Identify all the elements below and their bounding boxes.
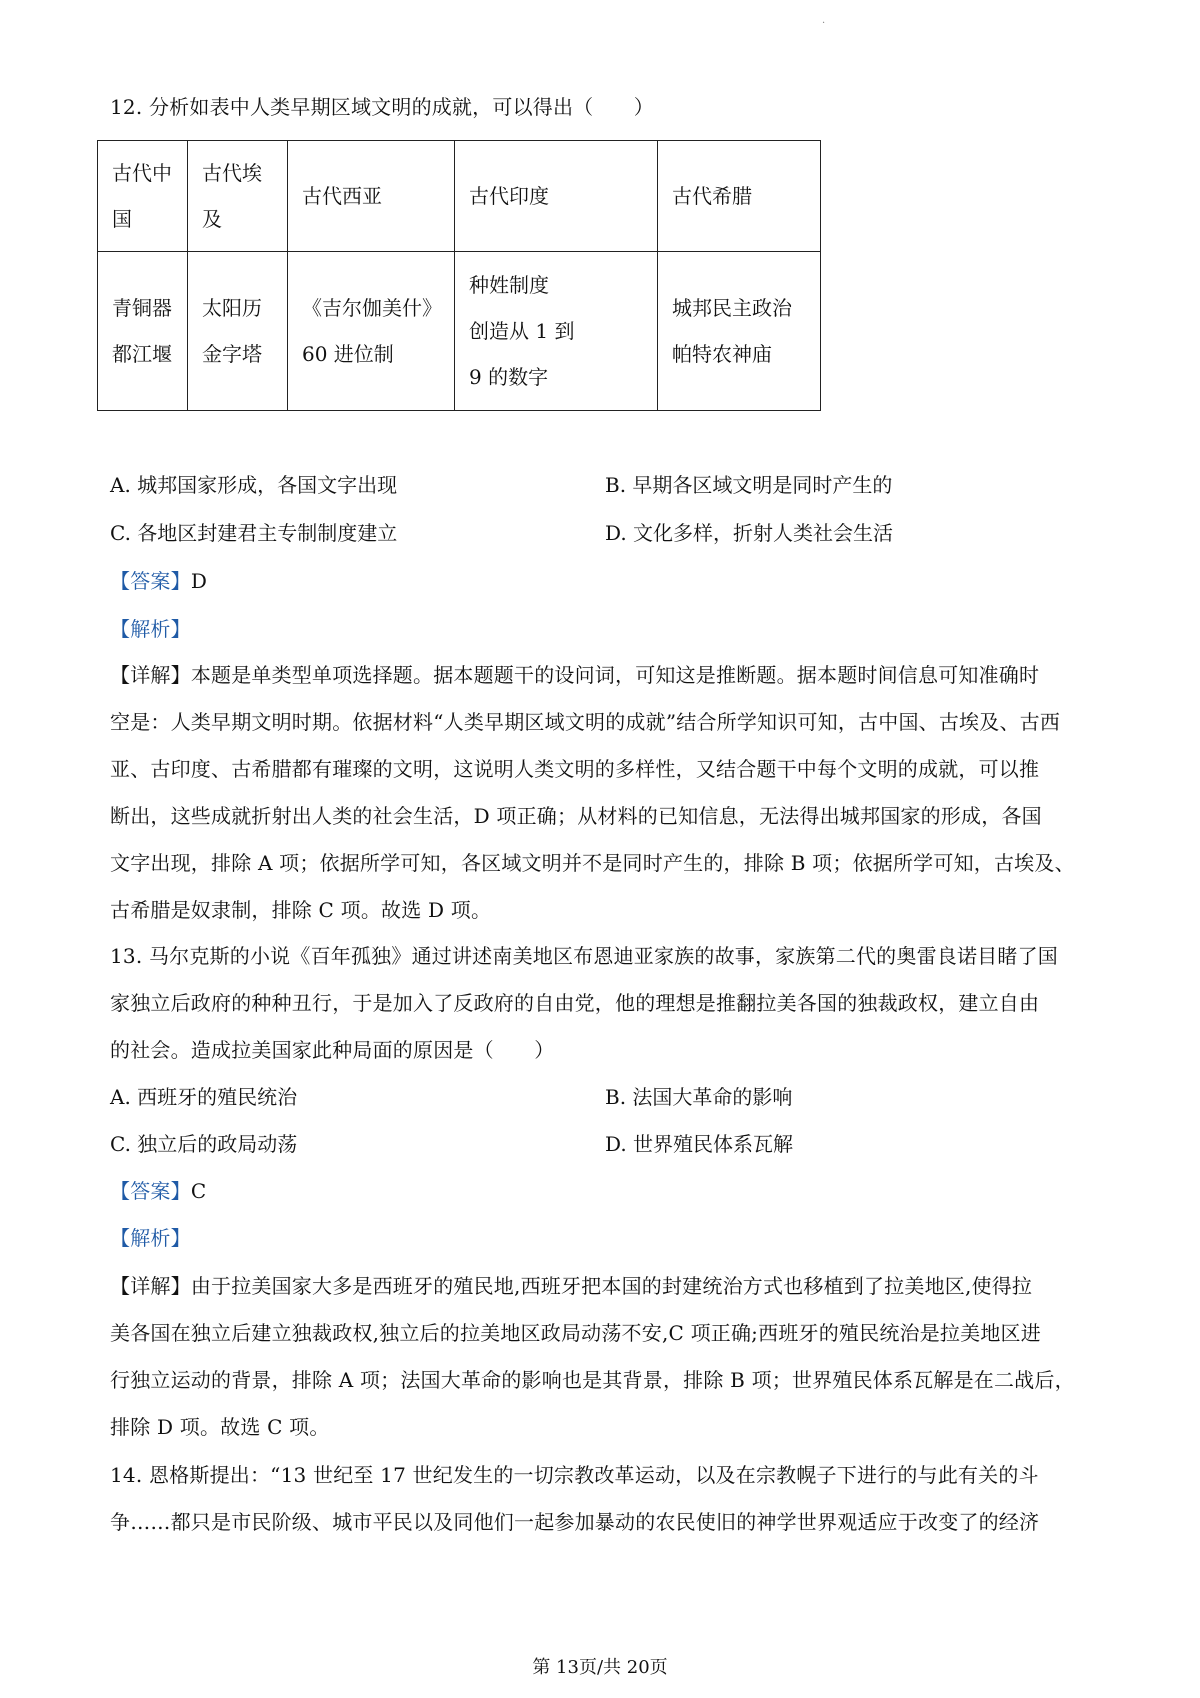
q13-option-a: A. 西班牙的殖民统治 [110,1085,298,1109]
table-header-cell: 古代埃 及 [188,141,288,252]
q13-answer [110,1176,1100,1206]
table-header-cell: 古代希腊 [658,141,821,252]
table-header-cell: 古代中 国 [98,141,188,252]
q13-detail-line: 【详解】由于拉美国家大多是西班牙的殖民地,西班牙把本国的封建统治方式也移植到了拉美地区,使得拉 [110,1274,1033,1298]
answer-value: C [190,1179,207,1203]
q12-detail-line: 文字出现，排除 A 项；依据所学可知，各区域文明并不是同时产生的，排除 B 项；依据所学可知，古埃及、 [110,851,1075,875]
q12-option-a: A. 城邦国家形成，各国文字出现 [110,473,398,497]
q12-detail-line: 断出，这些成就折射出人类的社会生活，D 项正确；从材料的已知信息，无法得出城邦国家的形成，各国 [110,804,1042,828]
detail-tag: 【详解】 [110,1274,191,1298]
page-dot: · [822,18,826,29]
answer-tag: 【答案】 [110,569,191,593]
answer-tag: 【答案】 [110,1179,191,1203]
q13-stem-line: 13. 马尔克斯的小说《百年孤独》通过讲述南美地区布恩迪亚家族的故事，家族第二代的奥雷良诺目睹了国 [110,944,1058,968]
q13-stem-line: 的社会。造成拉美国家此种局面的原因是（ ） [110,1038,555,1062]
table-header-cell: 古代西亚 [288,141,455,252]
detail-tag: 【详解】 [110,663,191,687]
q12-stem: 12. 分析如表中人类早期区域文明的成就，可以得出（ ） [110,95,654,119]
table-cell: 青铜器 都江堰 [98,252,188,411]
q12-detail-line: 【详解】本题是单类型单项选择题。据本题题干的设问词，可知这是推断题。据本题时间信息可知准确时 [110,663,1040,687]
table-row [98,252,821,411]
q12-detail-line: 古希腊是奴隶制，排除 C 项。故选 D 项。 [110,898,492,922]
q12-detail-line: 空是：人类早期文明时期。依据材料“人类早期区域文明的成就”结合所学知识可知，古中国、古埃及、古西 [110,710,1061,734]
table-cell: 城邦民主政治 帕特农神庙 [658,252,821,411]
table-header-cell: 古代印度 [455,141,658,252]
q13-option-c: C. 独立后的政局动荡 [110,1132,298,1156]
q13-stem-line: 家独立后政府的种种丑行，于是加入了反政府的自由党，他的理想是推翻拉美各国的独裁政权，建立自由 [110,991,1040,1015]
page-footer: 第 13页/共 20页 [532,1657,668,1678]
table-cell: 《吉尔伽美什》 60 进位制 [288,252,455,411]
q13-detail-line: 行独立运动的背景，排除 A 项；法国大革命的影响也是其背景，排除 B 项；世界殖民体系瓦解是在二战后， [110,1368,1075,1392]
q12-analysis-tag: 【解析】 [110,617,191,641]
q14-stem-line: 14. 恩格斯提出：“13 世纪至 17 世纪发生的一切宗教改革运动，以及在宗教幌子下进行的与此有关的斗 [110,1463,1039,1487]
q12-option-b: B. 早期各区域文明是同时产生的 [605,473,893,497]
q12-detail-line: 亚、古印度、古希腊都有璀璨的文明，这说明人类文明的多样性，又结合题干中每个文明的成就，可以推 [110,757,1040,781]
q12-table [97,140,821,411]
q12-option-d: D. 文化多样，折射人类社会生活 [605,521,894,545]
q13-option-d: D. 世界殖民体系瓦解 [605,1132,794,1156]
q13-detail-line: 美各国在独立后建立独裁政权,独立后的拉美地区政局动荡不安,C 项正确;西班牙的殖民统治是拉美地区进 [110,1321,1041,1345]
q12-answer [110,566,1100,596]
q12-option-c: C. 各地区封建君主专制制度建立 [110,521,398,545]
q13-detail-line: 排除 D 项。故选 C 项。 [110,1415,330,1439]
q13-option-b: B. 法国大革命的影响 [605,1085,793,1109]
table-header-row [98,141,821,252]
table-cell: 太阳历 金字塔 [188,252,288,411]
table-cell: 种姓制度 创造从 1 到 9 的数字 [455,252,658,411]
q13-analysis-tag: 【解析】 [110,1226,191,1250]
q14-stem-line: 争……都只是市民阶级、城市平民以及同他们一起参加暴动的农民使旧的神学世界观适应于改变了的经济 [110,1510,1040,1534]
answer-value: D [190,569,208,593]
